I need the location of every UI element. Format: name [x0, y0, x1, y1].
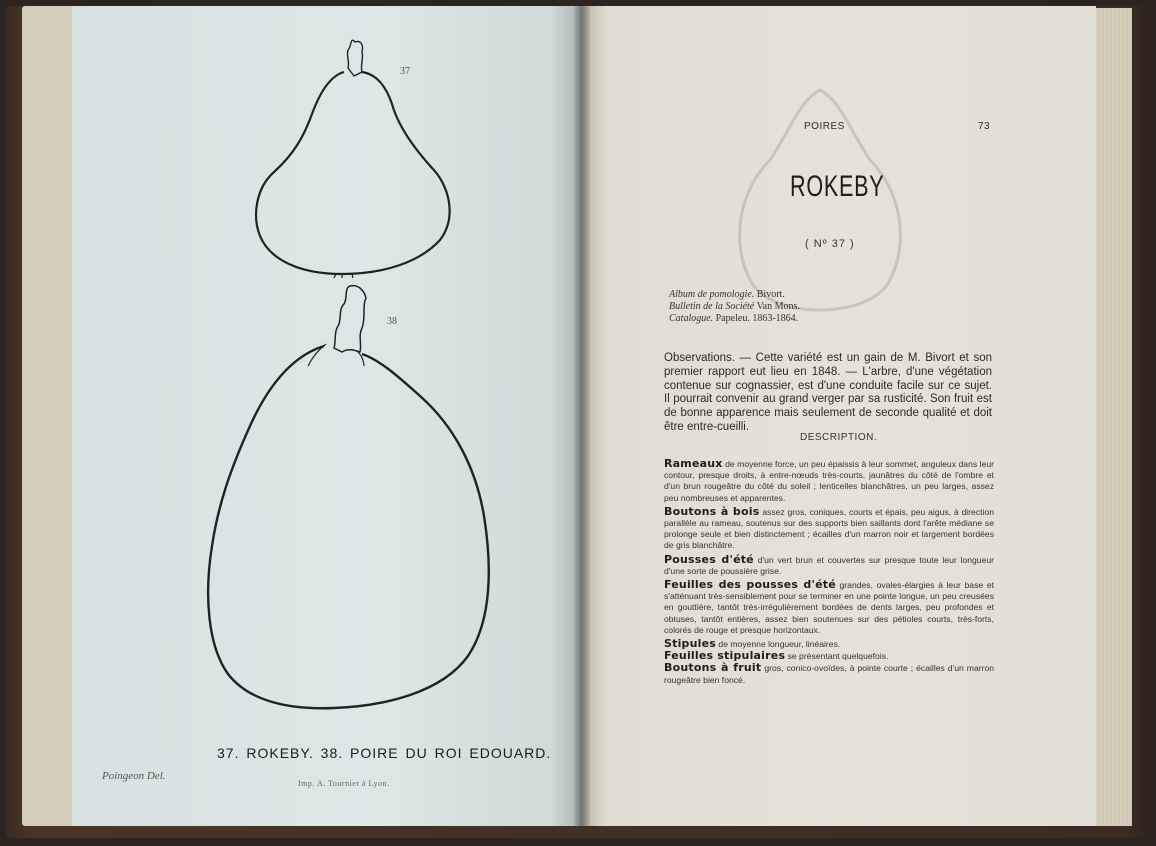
- figure-number-37: 37: [400, 66, 410, 77]
- description-entry-boutons-bois: Boutons à bois assez gros, coniques, courts et épais, peu aigus, à direction parallèle au rameau, soutenus sur des supports bien saillants dont l'arête médiane se prolonge seule et bien distinctement ; écailles d'un marron noir et largement bordées de gris blanchâtre.: [664, 504, 994, 551]
- variety-title: ROKEBY: [790, 170, 885, 203]
- variety-number: ( Nº 37 ): [805, 238, 855, 250]
- description-entry-pousses: Pousses d'été d'un vert brun et couvertes sur presque toute leur longueur d'une sorte de poussière grise.: [664, 552, 994, 576]
- description-entries: [664, 458, 994, 686]
- description-entry-rameaux: Rameaux de moyenne force, un peu épaissis à leur sommet, anguleux dans leur contour, presque droits, à entre-nœuds très-courts, jaunâtres du côté de l'ombre et d'un brun rougeâtre du côté du soleil ; lenticelles blanchâtres, un peu larges, assez peu nombreuses et apparentes.: [664, 457, 994, 503]
- observations-paragraph: Observations. — Cette variété est un gain de M. Bivort et son premier rapport eut lieu en 1848. — L'arbre, d'une végétation contenue sur cognassier, est d'une conduite facile sur ce sujet. Il pourrait convenir au grand verger par sa rusticité. Son fruit est de bonne apparence mais seulement de seconde qualité et doit être entre-cueilli.: [664, 352, 992, 433]
- pear-38-drawing: [208, 286, 489, 709]
- description-entry-feuilles-stipulaires: Feuilles stipulaires se présentant quelquefois.: [664, 649, 889, 663]
- pear-illustrations: [72, 6, 582, 826]
- description-entry-stipules: Stipules de moyenne longueur, linéaires.: [664, 637, 841, 651]
- running-head: POIRES: [804, 121, 845, 132]
- page-number: 73: [978, 121, 991, 132]
- description-heading: DESCRIPTION.: [800, 432, 878, 443]
- printer-credit: Imp. A. Tournier à Lyon.: [298, 779, 390, 788]
- plate-caption: 37. ROKEBY. 38. POIRE DU ROI EDOUARD.: [217, 745, 552, 761]
- reference-line: Catalogue. Papeleu. 1863-1864.: [669, 313, 799, 324]
- pear-37-drawing: [256, 40, 450, 278]
- reference-line: Album de pomologie. Bivort.: [669, 289, 785, 300]
- description-entry-boutons-fruit: Boutons à fruit gros, conico-ovoïdes, à pointe courte ; écailles d'un marron rougeâtre bien foncé.: [664, 661, 995, 685]
- references: [669, 289, 800, 325]
- reference-line: Bulletin de la Société Van Mons.: [669, 301, 800, 312]
- figure-number-38: 38: [387, 316, 397, 327]
- artist-credit: Poingeon Del.: [102, 770, 166, 782]
- page-edges-right: [1094, 8, 1132, 826]
- description-entry-feuilles: Feuilles des pousses d'été grandes, ovales-élargies à leur base et s'atténuant très-sensiblement pour se terminer en une pointe longue, un peu creusées en gouttière, tantôt très-irrégulièrement bordées de dents larges, peu profondes et obtuses, tantôt entières, assez bien soutenues sur des pétioles courts, très-forts, colorés de rouge et presque horizontaux.: [664, 578, 994, 635]
- book-gutter: [574, 6, 590, 826]
